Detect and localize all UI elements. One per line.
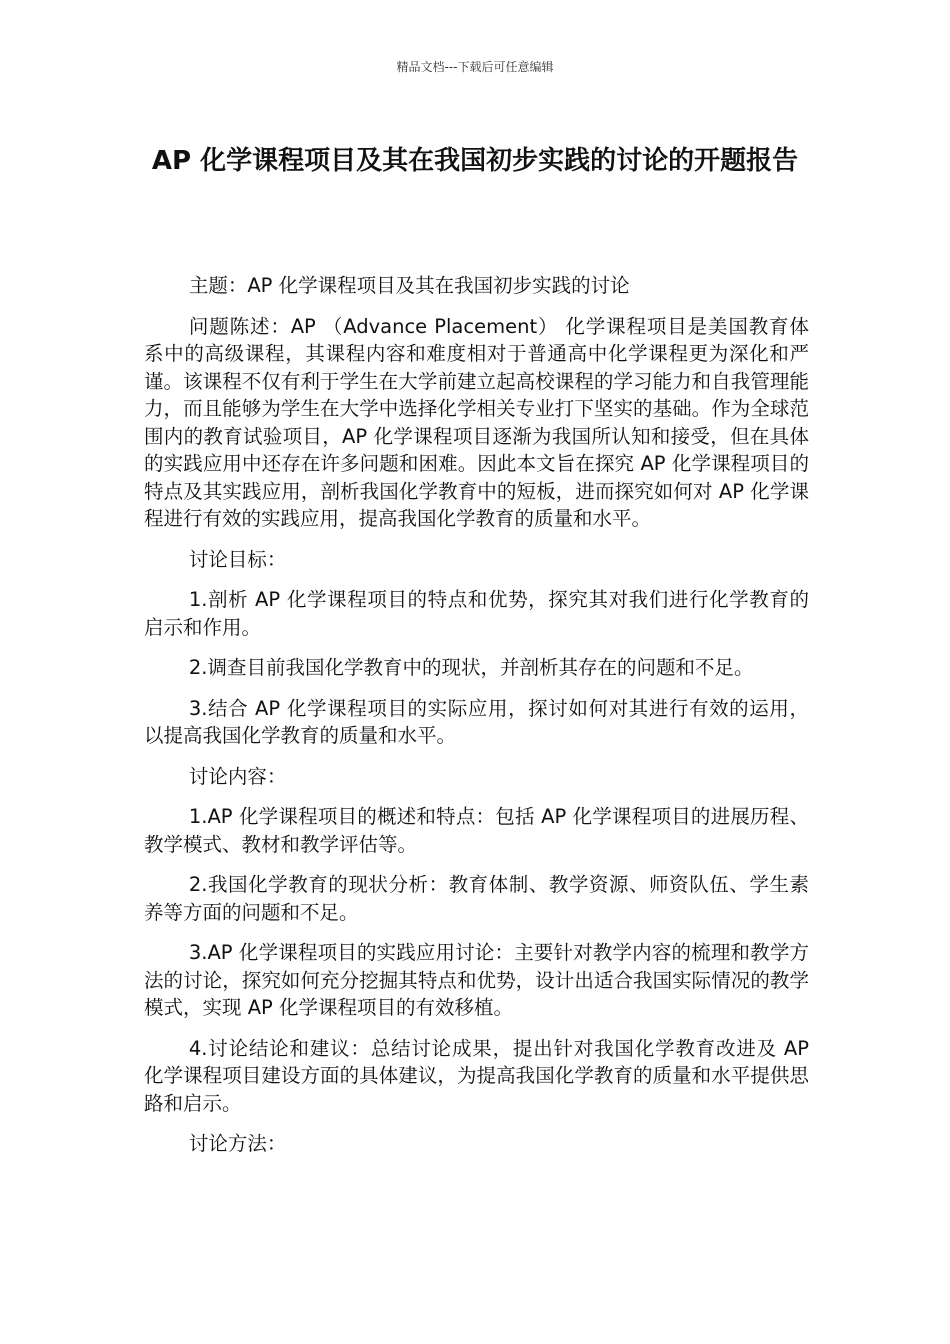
heading-objectives: 讨论目标： xyxy=(188,547,287,571)
paragraph-topic: 主题：AP 化学课程项目及其在我国初步实践的讨论 xyxy=(188,274,630,297)
objective-item-2: 2.调查目前我国化学教育中的现状，并剖析其存在的问题和不足。 xyxy=(188,656,754,679)
content-item-1: 1.AP 化学课程项目的概述和特点：包括 AP 化学课程项目的进展历程、教学模式、教材和教学评估等。 xyxy=(144,805,809,856)
content-item-2: 2.我国化学教育的现状分析：教育体制、教学资源、师资队伍、学生素养等方面的问题和不足。 xyxy=(144,873,809,924)
objective-item-1: 1.剖析 AP 化学课程项目的特点和优势，探究其对我们进行化学教育的启示和作用。 xyxy=(144,588,809,639)
heading-methods: 讨论方法： xyxy=(188,1132,287,1155)
document-title: AP 化学课程项目及其在我国初步实践的讨论的开题报告 xyxy=(151,146,799,176)
document-body xyxy=(144,272,809,1171)
heading-content: 讨论内容： xyxy=(188,764,287,788)
paragraph-problem-statement: 问题陈述：AP （Advance Placement） 化学课程项目是美国教育体系中的高级课程，其课程内容和难度相对于普通高中化学课程更为深化和严谨。该课程不仅有利于学生在大学前建立起高校课程的学习能力和自我管理能力，而且能够为学生在大学中选择化学相关专业打下坚实的基础。作为全球范围内的教育试验项目，AP 化学课程项目逐渐为我国所认知和接受，但在具体的实践应用中还存在许多问题和困难。因此本文旨在探究 AP 化学课程项目的特点及其实践应用，剖析我国化学教育中的短板，进而探究如何对 AP 化学课程进行有效的实践应用，提高我国化学教育的质量和水平。 xyxy=(144,314,809,530)
content-item-3: 3.AP 化学课程项目的实践应用讨论：主要针对教学内容的梳理和教学方法的讨论，探究如何充分挖掘其特点和优势，设计出适合我国实际情况的教学模式，实现 AP 化学课程项目的有效移植。 xyxy=(144,941,809,1019)
objective-item-3: 3.结合 AP 化学课程项目的实际应用，探讨如何对其进行有效的运用，以提高我国化学教育的质量和水平。 xyxy=(144,696,809,747)
content-item-4: 4.讨论结论和建议：总结讨论成果，提出针对我国化学教育改进及 AP 化学课程项目建设方面的具体建议，为提高我国化学教育的质量和水平提供思路和启示。 xyxy=(144,1036,809,1115)
header-note: 精品文档---下载后可任意编辑 xyxy=(396,60,554,74)
